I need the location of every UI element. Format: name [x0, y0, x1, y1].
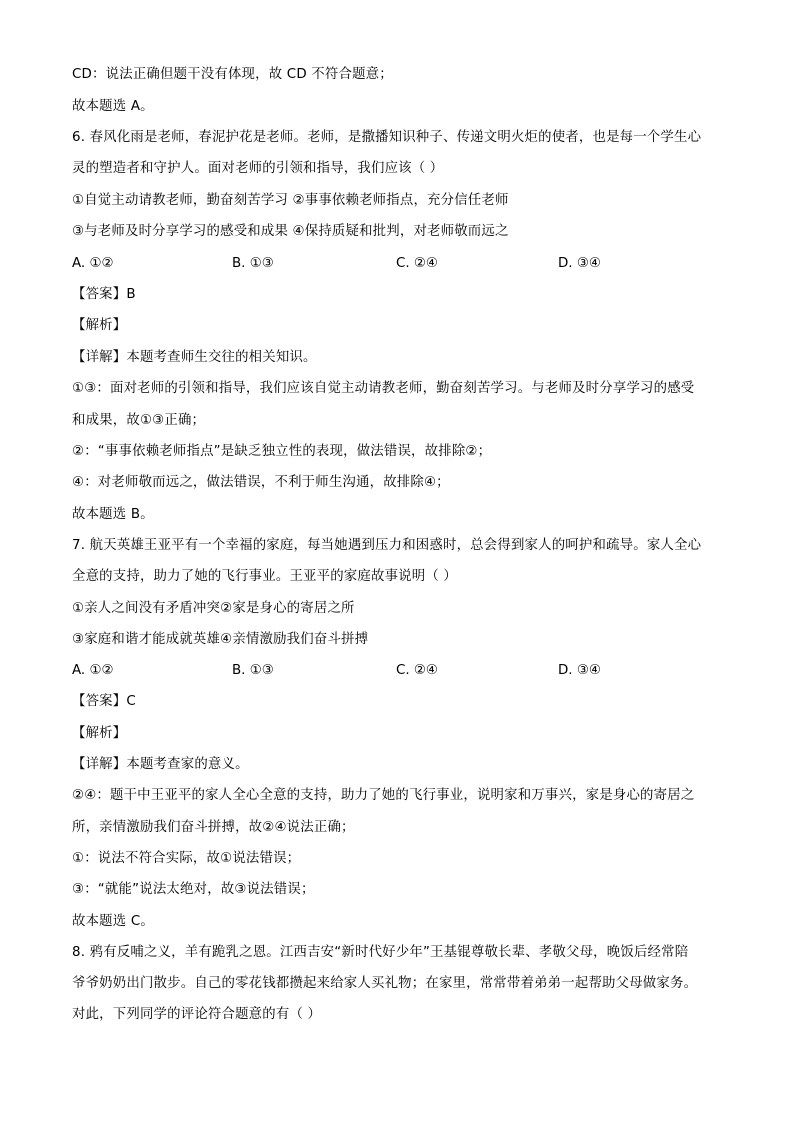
question-7-detail: 【详解】本题考查家的意义。 [72, 757, 249, 772]
question-7-detail: ②④：题干中王亚平的家人全心全意的支持，助力了她的飞行事业，说明家和万事兴，家是身心的寄居之 [72, 788, 695, 803]
question-6-detail: 和成果，故①③正确； [72, 413, 206, 428]
question-6-statement: ①自觉主动请教老师，勤奋刻苦学习 ②事事依赖老师指点，充分信任老师 [72, 193, 509, 208]
question-6-conclusion: 故本题选 B。 [72, 507, 154, 522]
question-8-stem: 8. 鸦有反哺之义，羊有跪乳之恩。江西吉安“新时代好少年”王基锟尊敬长辈、孝敬父母，晚饭后经常陪 [72, 945, 689, 960]
question-7-statement: ①亲人之间没有矛盾冲突②家是身心的寄居之所 [72, 601, 355, 616]
question-7-option-b: B. ①③ [232, 663, 274, 678]
question-6-detail: ①③：面对老师的引领和指导，我们应该自觉主动请教老师，勤奋刻苦学习。与老师及时分享学习的感受 [72, 381, 695, 396]
question-7-answer: 【答案】C [72, 694, 136, 709]
question-7-stem: 7. 航天英雄王亚平有一个幸福的家庭，每当她遇到压力和困惑时，总会得到家人的呵护和疏导。家人全心 [72, 538, 702, 553]
question-6-detail: ②：“事事依赖老师指点”是缺乏独立性的表现，做法错误，故排除②； [72, 444, 492, 459]
question-7-option-c: C. ②④ [396, 663, 438, 678]
question-8-stem: 对此，下列同学的评论符合题意的有（ ） [72, 1007, 322, 1022]
question-7-detail: 所，亲情激励我们奋斗拼搏，故②④说法正确； [72, 820, 355, 835]
question-7-stem: 全意的支持，助力了她的飞行事业。王亚平的家庭故事说明（ ） [72, 569, 457, 584]
question-6-statement: ③与老师及时分享学习的感受和成果 ④保持质疑和批判，对老师敬而远之 [72, 224, 509, 239]
question-6-option-d: D. ③④ [558, 256, 601, 271]
question-7-option-a: A. ①② [72, 663, 114, 678]
question-7-conclusion: 故本题选 C。 [72, 914, 154, 929]
question-6-detail: ④：对老师敬而远之，做法错误，不利于师生沟通，故排除④； [72, 475, 450, 490]
question-7-option-d: D. ③④ [558, 663, 601, 678]
text-line: CD：说法正确但题干没有体现，故 CD 不符合题意； [72, 67, 393, 82]
question-7-detail: ①：说法不符合实际，故①说法错误； [72, 851, 301, 866]
question-7-statement: ③家庭和谐才能成就英雄④亲情激励我们奋斗拼搏 [72, 632, 369, 647]
question-6-detail: 【详解】本题考查师生交往的相关知识。 [72, 350, 317, 365]
question-6-stem: 6. 春风化雨是老师，春泥护花是老师。老师，是撒播知识种子、传递文明火炬的使者，也是每一个学生心 [72, 130, 702, 145]
text-line: 故本题选 A。 [72, 99, 154, 114]
question-6-analysis-label: 【解析】 [72, 318, 127, 333]
question-6-stem: 灵的塑造者和守护人。面对老师的引领和指导，我们应该（ ） [72, 161, 444, 176]
question-6-option-c: C. ②④ [396, 256, 438, 271]
question-7-detail: ③：“就能”说法太绝对，故③说法错误； [72, 882, 315, 897]
question-6-option-a: A. ①② [72, 256, 114, 271]
question-6-option-b: B. ①③ [232, 256, 274, 271]
question-8-stem: 爷爷奶奶出门散步。自己的零花钱都攒起来给家人买礼物；在家里，常常带着弟弟一起帮助父母做家务。 [72, 976, 698, 991]
question-6-answer: 【答案】B [72, 287, 136, 302]
question-7-analysis-label: 【解析】 [72, 726, 127, 741]
